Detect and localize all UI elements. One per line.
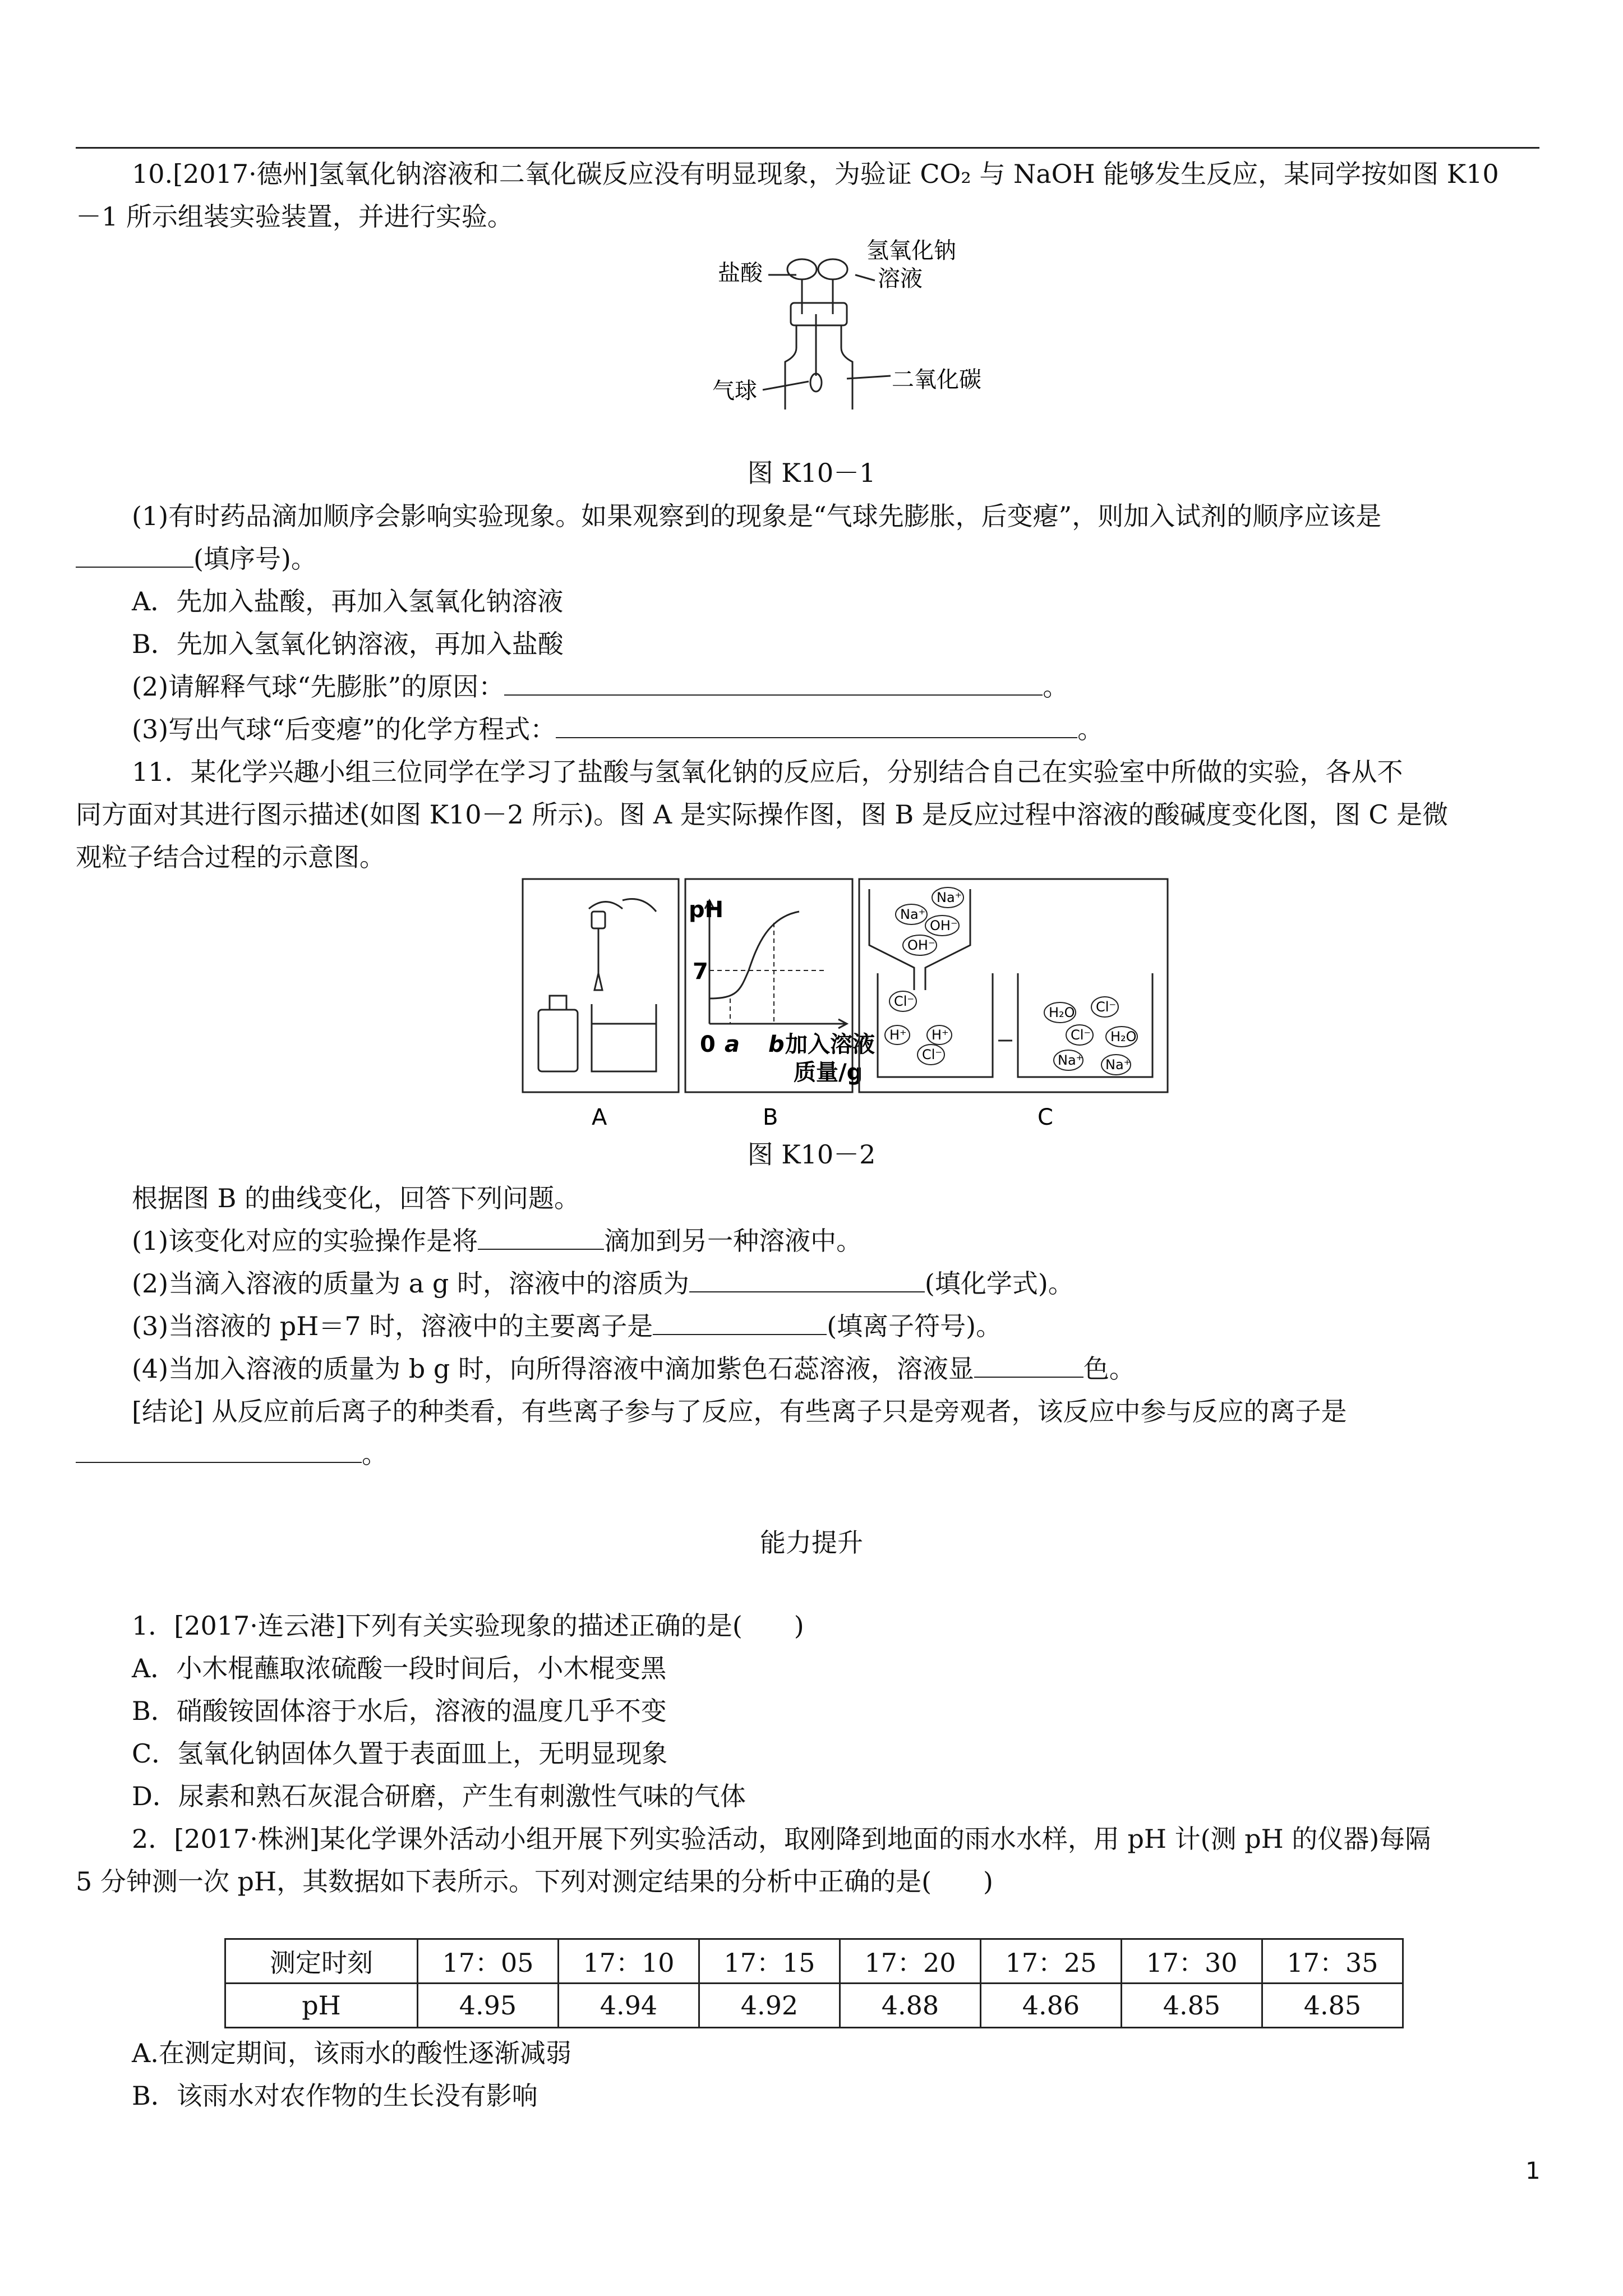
fig-k10-1-caption: 图 K10－1 — [747, 458, 876, 488]
chart-xlabel-2: 质量/g — [794, 1060, 863, 1085]
q11-s1: (1)该变化对应的实验操作是将 滴加到另一种溶液中。 — [132, 1226, 863, 1256]
table-cell: 4.86 — [981, 1984, 1122, 2028]
table-cell: 17：05 — [418, 1939, 559, 1984]
figure-k10-1 — [712, 236, 1004, 409]
p1-option-c: C．氢氧化钠固体久置于表面皿上，无明显现象 — [132, 1738, 668, 1769]
ion-na: Na⁺ — [1058, 1052, 1083, 1068]
tick-0: 0 — [700, 1032, 716, 1057]
q10-p2: (2)请解释气球“先膨胀”的原因： 。 — [132, 671, 1069, 702]
answer-blank[interactable] — [76, 544, 193, 568]
answer-blank[interactable] — [504, 672, 1043, 696]
table-head: pH — [225, 1984, 418, 2028]
table-cell: 4.88 — [840, 1984, 981, 2028]
table-cell: 17：20 — [840, 1939, 981, 1984]
figure-k10-2 — [522, 878, 1172, 1136]
table-cell: 4.85 — [1262, 1984, 1403, 2028]
panel-a-drawing — [538, 899, 656, 1072]
p1-option-a: A．小木棍蘸取浓硫酸一段时间后，小木棍变黑 — [132, 1653, 667, 1683]
p1-option-d: D．尿素和熟石灰混合研磨，产生有刺激性气味的气体 — [132, 1781, 746, 1811]
p2-option-a: A.在测定期间，该雨水的酸性逐渐减弱 — [132, 2038, 571, 2068]
q11-line1: 11．某化学兴趣小组三位同学在学习了盐酸与氢氧化钠的反应后，分别结合自己在实验室中所做的实验，各从不 — [132, 757, 1403, 787]
ph-chart — [689, 897, 875, 1085]
p2-stem-line2: 5 分钟测一次 pH，其数据如下表所示。下列对测定结果的分析中正确的是( ) — [76, 1866, 993, 1897]
molecule-h2o: H₂O — [1049, 1005, 1075, 1020]
table-cell: 17：25 — [981, 1939, 1122, 1984]
label-co2: 二氧化碳 — [892, 367, 981, 393]
q10-line2: －1 所示组装实验装置，并进行实验。 — [76, 201, 513, 232]
ion-oh: OH⁻ — [930, 918, 958, 933]
ph-table — [224, 1938, 1404, 2028]
table-cell: 17：35 — [1262, 1939, 1403, 1984]
ion-cl: Cl⁻ — [894, 993, 915, 1009]
p2-stem-line1: 2．[2017·株洲]某化学课外活动小组开展下列实验活动，取刚降到地面的雨水水样，用 pH 计(测 pH 的仪器)每隔 — [132, 1824, 1431, 1854]
p1-option-b: B．硝酸铵固体溶于水后，溶液的温度几乎不变 — [132, 1696, 667, 1726]
q11-conclusion-line2: 。 — [76, 1433, 1545, 1475]
q11-line2: 同方面对其进行图示描述(如图 K10－2 所示)。图 A 是实际操作图，图 B 是反应过程中溶液的酸碱度变化图，图 C 是微 — [76, 799, 1449, 830]
q11-s2: (2)当滴入溶液的质量为 a g 时，溶液中的溶质为 (填化学式)。 — [132, 1268, 1074, 1299]
chart-ylabel: pH — [689, 897, 724, 923]
q10-line1: 10.[2017·德州]氢氧化钠溶液和二氧化碳反应没有明显现象，为验证 CO₂ 与 NaOH 能够发生反应，某同学按如图 K10 — [132, 159, 1499, 189]
tick-b: b — [768, 1032, 785, 1057]
molecule-h2o: H₂O — [1110, 1029, 1137, 1045]
label-naoh-2: 溶液 — [878, 266, 923, 292]
q10-option-b: B．先加入氢氧化钠溶液，再加入盐酸 — [132, 629, 564, 659]
fig-k10-2-caption: 图 K10－2 — [747, 1139, 876, 1170]
panel-b-label: B — [763, 1105, 778, 1130]
panel-c-label: C — [1038, 1105, 1053, 1130]
page-number: 1 — [1525, 2157, 1541, 2184]
q11-conclusion: [结论] 从反应前后离子的种类看，有些离子参与了反应，有些离子只是旁观者，该反应中参与反应的离子是 — [132, 1396, 1347, 1427]
panel-a-label: A — [592, 1105, 607, 1130]
table-cell: 17：10 — [559, 1939, 699, 1984]
ph-curve — [709, 912, 799, 999]
ion-na: Na⁺ — [1105, 1057, 1131, 1073]
q11-s3: (3)当溶液的 pH＝7 时，溶液中的主要离子是 (填离子符号)。 — [132, 1311, 1002, 1341]
table-cell: 4.92 — [699, 1984, 840, 2028]
ion-h: H⁺ — [932, 1027, 949, 1043]
q10-p1-line1: (1)有时药品滴加顺序会影响实验现象。如果观察到的现象是“气球先膨胀，后变瘪”，则加入试剂的顺序应该是 — [132, 501, 1382, 531]
ion-oh: OH⁻ — [907, 937, 935, 953]
q11-s4: (4)当加入溶液的质量为 b g 时，向所得溶液中滴加紫色石蕊溶液，溶液显 色。 — [132, 1354, 1135, 1384]
answer-blank[interactable] — [556, 715, 1077, 738]
table-row — [225, 1984, 1403, 2028]
ion-h: H⁺ — [889, 1027, 907, 1043]
q11-line3: 观粒子结合过程的示意图。 — [76, 842, 385, 872]
answer-blank[interactable] — [478, 1226, 604, 1250]
ion-labels — [885, 887, 1137, 1075]
label-naoh-1: 氢氧化钠 — [866, 238, 956, 264]
table-head: 测定时刻 — [225, 1939, 418, 1984]
label-balloon: 气球 — [712, 378, 757, 404]
ion-na: Na⁺ — [900, 907, 926, 922]
section-title: 能力提升 — [760, 1527, 863, 1558]
answer-blank[interactable] — [974, 1354, 1083, 1378]
label-hcl: 盐酸 — [718, 260, 763, 286]
answer-blank[interactable] — [76, 1439, 362, 1463]
answer-blank[interactable] — [653, 1312, 827, 1335]
q10-option-a: A．先加入盐酸，再加入氢氧化钠溶液 — [132, 586, 564, 616]
ion-cl: Cl⁻ — [1096, 999, 1117, 1015]
ion-na: Na⁺ — [937, 890, 962, 905]
table-cell: 17：30 — [1122, 1939, 1262, 1984]
tick-7: 7 — [693, 959, 708, 984]
table-cell: 4.94 — [559, 1984, 699, 2028]
q10-p3: (3)写出气球“后变瘪”的化学方程式： 。 — [132, 714, 1104, 744]
answer-blank[interactable] — [689, 1269, 925, 1292]
p2-option-b: B．该雨水对农作物的生长没有影响 — [132, 2081, 538, 2111]
table-cell: 4.95 — [418, 1984, 559, 2028]
chart-xlabel-1: 加入溶液 — [785, 1032, 875, 1057]
p1-stem: 1．[2017·连云港]下列有关实验现象的描述正确的是( ) — [132, 1611, 804, 1641]
table-cell: 17：15 — [699, 1939, 840, 1984]
ion-cl: Cl⁻ — [922, 1047, 943, 1062]
tick-a: a — [725, 1032, 740, 1057]
table-row — [225, 1939, 1403, 1984]
q11-intro: 根据图 B 的曲线变化，回答下列问题。 — [132, 1183, 580, 1213]
apparatus-drawing — [763, 259, 891, 409]
top-rule — [76, 147, 1539, 149]
ion-cl: Cl⁻ — [1071, 1027, 1091, 1043]
table-cell: 4.85 — [1122, 1984, 1262, 2028]
q10-p1-line2: (填序号)。 — [76, 537, 1545, 580]
